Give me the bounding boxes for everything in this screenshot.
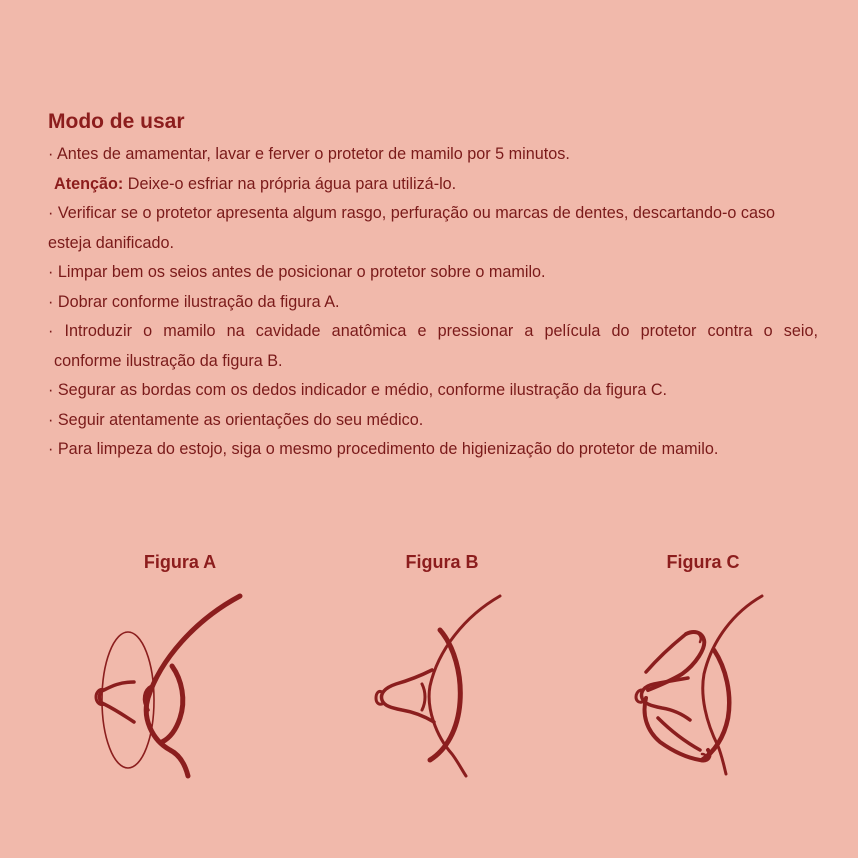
instruction-line-4: · Dobrar conforme ilustração da figura A. bbox=[48, 292, 340, 311]
figure-c-breast-outline bbox=[703, 596, 762, 774]
figure-b-label: Figura B bbox=[405, 552, 479, 572]
instruction-line-7: · Seguir atentamente as orientações do seu médico. bbox=[48, 410, 424, 429]
figure-c-illustration bbox=[630, 590, 790, 780]
attention-label: Atenção: bbox=[54, 174, 124, 193]
figure-a-illustration bbox=[90, 590, 250, 780]
instruction-line-5a: · Introduzir o mamilo na cavidade anatômica e pressionar a película do protetor contra o seio, bbox=[48, 322, 818, 340]
figure-b-illustration bbox=[370, 590, 530, 780]
instructions-title: Modo de usar bbox=[48, 110, 185, 133]
figure-a-shield-cone bbox=[100, 682, 135, 722]
instruction-line-8: · Para limpeza do estojo, siga o mesmo procedimento de higienização do protetor de mamilo. bbox=[48, 440, 719, 458]
instruction-line-1: · Antes de amamentar, lavar e ferver o protetor de mamilo por 5 minutos. bbox=[48, 145, 570, 163]
instruction-line-3: · Limpar bem os seios antes de posicionar o protetor sobre o mamilo. bbox=[48, 263, 546, 281]
figure-b-inner-curve bbox=[422, 684, 425, 710]
attention-text: Deixe-o esfriar na própria água para utilizá-lo. bbox=[123, 174, 457, 193]
figure-a-breast-outline bbox=[146, 596, 240, 776]
figure-c-label: Figura C bbox=[666, 552, 740, 572]
attention-note bbox=[48, 170, 818, 200]
instruction-line-6: · Segurar as bordas com os dedos indicador e médio, conforme ilustração da figura C. bbox=[48, 381, 668, 399]
figure-a-inner-crescent bbox=[162, 666, 183, 742]
instruction-line-2b: esteja danificado. bbox=[48, 233, 174, 252]
instruction-line-5b: conforme ilustração da figura B. bbox=[54, 351, 283, 370]
figure-a-label: Figura A bbox=[143, 552, 217, 572]
instructions-section bbox=[48, 108, 818, 465]
figure-c-index-finger-back bbox=[646, 634, 686, 672]
instruction-line-2a: · Verificar se o protetor apresenta algum rasgo, perfuração ou marcas de dentes, descartando-o caso bbox=[48, 204, 776, 222]
